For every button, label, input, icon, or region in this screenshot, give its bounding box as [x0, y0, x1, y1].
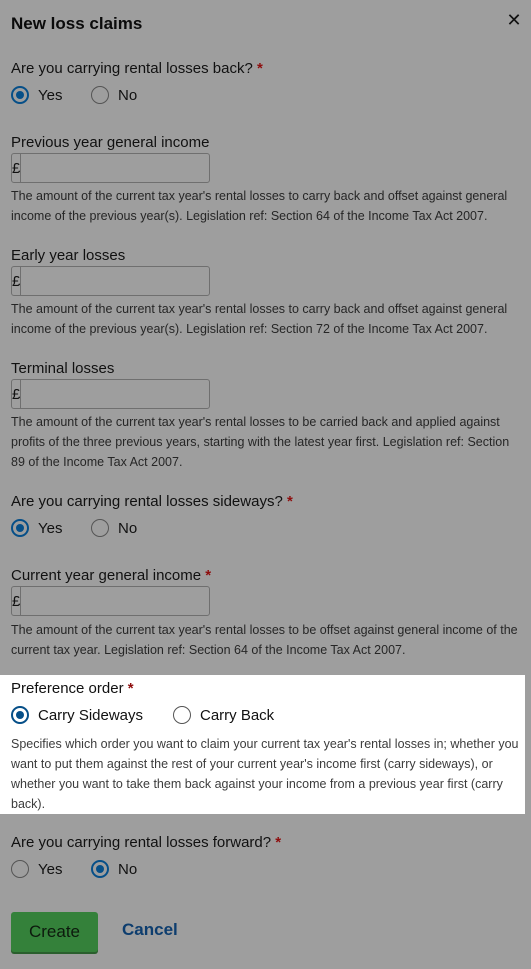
carry-sideways-yes-radio[interactable] — [11, 518, 62, 538]
radio-label: Yes — [38, 86, 63, 104]
carry-forward-no-radio[interactable] — [91, 859, 137, 879]
early-year-losses-label: Early year losses — [11, 247, 126, 264]
previous-year-income-label: Previous year general income — [11, 134, 210, 151]
carry-forward-question-text: Are you carrying rental losses forward? — [11, 834, 272, 851]
radio-circle[interactable] — [91, 86, 109, 104]
preference-order-label — [11, 680, 134, 697]
carry-forward-yes-radio[interactable] — [11, 859, 62, 879]
terminal-losses-label: Terminal losses — [11, 360, 115, 377]
terminal-losses-input[interactable] — [21, 380, 232, 408]
terminal-losses-help: The amount of the current tax year's rental losses to be carried back and applied against profits of the three previous years, starting with the latest year first. Legislation ref: Section 89 of the Income Tax Act 2007. — [11, 415, 510, 469]
radio-circle[interactable] — [91, 519, 109, 537]
currency-prefix: £ — [12, 267, 21, 295]
early-year-losses-field — [11, 266, 210, 296]
required-mark: * — [256, 60, 263, 77]
required-mark: * — [275, 834, 282, 851]
carry-forward-question — [11, 834, 281, 851]
radio-circle[interactable] — [11, 860, 29, 878]
previous-year-income-input[interactable] — [21, 154, 232, 182]
radio-label: Carry Sideways — [38, 706, 144, 724]
previous-year-income-help: The amount of the current tax year's rental losses to carry back and offset against general income of the previous year(s). Legislation ref: Section 64 of the Income Tax Act 2007. — [11, 189, 508, 223]
cancel-link[interactable]: Cancel — [122, 920, 178, 939]
required-mark: * — [286, 493, 293, 510]
required-mark: * — [127, 680, 134, 697]
modal-title: New loss claims — [11, 14, 143, 33]
carry-sideways-question-text: Are you carrying rental losses sideways? — [11, 493, 283, 510]
close-icon[interactable]: ✕ — [503, 10, 525, 32]
carry-back-question — [11, 60, 263, 77]
radio-label: Yes — [38, 860, 63, 878]
carry-sideways-first-radio[interactable] — [11, 705, 143, 725]
current-year-income-help: The amount of the current tax year's rental losses to be offset against general income of the current tax year. Legislation ref: Section 64 of the Income Tax Act 2007. — [11, 623, 518, 657]
carry-back-first-radio[interactable] — [173, 705, 274, 725]
preference-order-help: Specifies which order you want to claim your current tax year's rental losses in; whether you want to put them against the rest of your current year's income first (carry sideways), or whether you want to take them back against your income from a previous year first (carry back). — [11, 737, 519, 811]
required-mark: * — [205, 567, 212, 584]
current-year-income-label — [11, 567, 211, 584]
radio-label: No — [118, 860, 138, 878]
currency-prefix: £ — [12, 154, 21, 182]
carry-back-question-text: Are you carrying rental losses back? — [11, 60, 253, 77]
terminal-losses-field — [11, 379, 210, 409]
carry-back-no-radio[interactable] — [91, 85, 137, 105]
currency-prefix: £ — [12, 380, 21, 408]
radio-circle[interactable] — [11, 519, 29, 537]
create-button[interactable]: Create — [11, 912, 98, 952]
current-year-income-input[interactable] — [21, 587, 232, 615]
previous-year-income-field — [11, 153, 210, 183]
carry-back-yes-radio[interactable] — [11, 85, 62, 105]
radio-circle[interactable] — [11, 706, 29, 724]
radio-label: No — [118, 519, 138, 537]
radio-circle[interactable] — [173, 706, 191, 724]
currency-prefix: £ — [12, 587, 21, 615]
current-year-income-label-text: Current year general income — [11, 567, 202, 584]
carry-sideways-no-radio[interactable] — [91, 518, 137, 538]
radio-label: Yes — [38, 519, 63, 537]
early-year-losses-help: The amount of the current tax year's rental losses to carry back and offset against general income of the previous year(s). Legislation ref: Section 72 of the Income Tax Act 2007. — [11, 302, 508, 336]
radio-circle[interactable] — [11, 86, 29, 104]
radio-label: No — [118, 86, 138, 104]
current-year-income-field — [11, 586, 210, 616]
carry-sideways-question — [11, 493, 293, 510]
radio-label: Carry Back — [200, 706, 275, 724]
early-year-losses-input[interactable] — [21, 267, 232, 295]
radio-circle[interactable] — [91, 860, 109, 878]
preference-order-label-text: Preference order — [11, 680, 124, 697]
